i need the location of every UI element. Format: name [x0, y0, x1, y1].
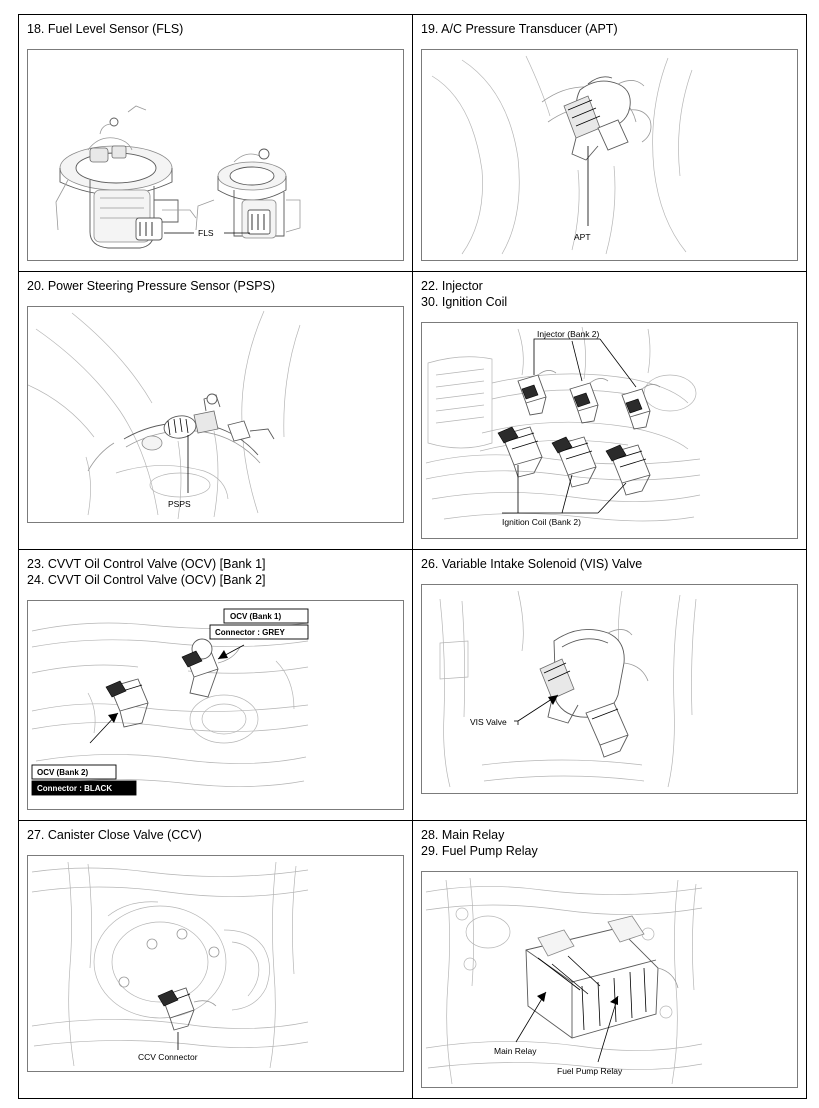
figure-label: OCV (Bank 2) — [37, 768, 89, 777]
injector-ignition-coil-figure — [421, 322, 798, 539]
figure-wrap — [413, 43, 806, 271]
caption-ac-pressure-transducer — [413, 15, 806, 43]
caption-variable-intake-solenoid — [413, 550, 806, 578]
caption-line: 24. CVVT Oil Control Valve (OCV) [Bank 2] — [27, 573, 266, 587]
table-row — [19, 821, 807, 1099]
figure-label: OCV (Bank 1) — [230, 612, 282, 621]
caption-line: 28. Main Relay — [421, 828, 505, 842]
caption-line: 30. Ignition Coil — [421, 295, 508, 309]
main-relay-fuel-pump-relay-figure — [421, 871, 798, 1088]
figure-wrap — [413, 578, 806, 804]
component-location-table — [18, 14, 807, 1099]
cell-canister-close-valve — [19, 821, 413, 1099]
cell-fuel-level-sensor — [19, 15, 413, 272]
figure-wrap — [19, 594, 412, 820]
leader-line — [572, 341, 582, 381]
variable-intake-solenoid-figure — [421, 584, 798, 794]
caption-line: 18. Fuel Level Sensor (FLS) — [27, 22, 184, 36]
figure-wrap — [19, 300, 412, 533]
cvvt-oil-control-valve-figure — [27, 600, 404, 810]
table-row — [19, 550, 807, 821]
figure-label: Connector : GREY — [215, 628, 285, 637]
caption-canister-close-valve — [19, 821, 412, 849]
canister-close-valve-figure — [27, 855, 404, 1072]
caption-line: 22. Injector — [421, 279, 483, 293]
figure-wrap — [19, 43, 412, 271]
cell-power-steering-pressure-sensor — [19, 272, 413, 550]
cell-variable-intake-solenoid — [413, 550, 807, 821]
cell-main-relay-fuel-pump-relay — [413, 821, 807, 1099]
caption-line: 26. Variable Intake Solenoid (VIS) Valve — [421, 557, 643, 571]
ac-pressure-transducer-figure — [421, 49, 798, 261]
caption-fuel-level-sensor — [19, 15, 412, 43]
leader-line — [598, 483, 626, 513]
fuel-level-sensor-figure — [27, 49, 404, 261]
figure-label: Injector (Bank 2) — [537, 329, 600, 339]
figure-label: FLS — [198, 228, 214, 238]
table-row — [19, 15, 807, 272]
figure-wrap — [413, 316, 806, 549]
cell-ac-pressure-transducer — [413, 15, 807, 272]
figure-label: VIS Valve — [470, 717, 507, 727]
caption-line: 27. Canister Close Valve (CCV) — [27, 828, 202, 842]
figure-wrap — [413, 865, 806, 1098]
caption-main-relay-fuel-pump-relay — [413, 821, 806, 865]
power-steering-pressure-sensor-figure — [27, 306, 404, 523]
caption-line: 23. CVVT Oil Control Valve (OCV) [Bank 1] — [27, 557, 266, 571]
caption-line: 29. Fuel Pump Relay — [421, 844, 538, 858]
figure-label: PSPS — [168, 499, 191, 509]
caption-cvvt-oil-control-valve — [19, 550, 412, 594]
leader-line — [534, 339, 600, 343]
caption-injector-ignition-coil — [413, 272, 806, 316]
caption-line: 19. A/C Pressure Transducer (APT) — [421, 22, 618, 36]
figure-wrap — [19, 849, 412, 1082]
figure-label: Ignition Coil (Bank 2) — [502, 517, 581, 527]
figure-label: Fuel Pump Relay — [557, 1066, 623, 1076]
caption-line: 20. Power Steering Pressure Sensor (PSPS) — [27, 279, 276, 293]
figure-label: Main Relay — [494, 1046, 537, 1056]
cell-injector-ignition-coil — [413, 272, 807, 550]
figure-label: APT — [574, 232, 591, 242]
leader-line — [562, 475, 572, 513]
figure-label: Connector : BLACK — [37, 784, 113, 793]
cell-cvvt-oil-control-valve — [19, 550, 413, 821]
table-row — [19, 272, 807, 550]
figure-label: CCV Connector — [138, 1052, 198, 1062]
caption-power-steering-pressure-sensor — [19, 272, 412, 300]
